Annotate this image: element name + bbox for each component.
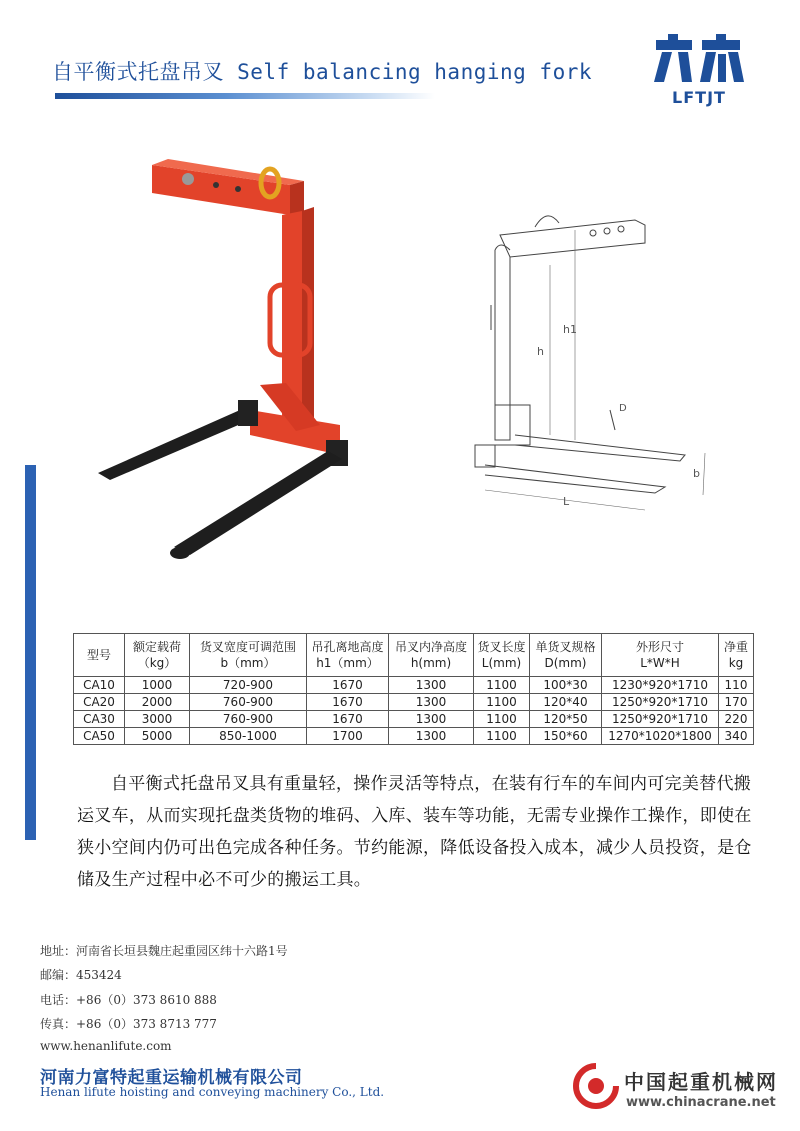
cell-h: 1300 [389,728,474,745]
cell-weight: 220 [719,711,754,728]
table-header-row [74,634,754,677]
col-header: 单货叉规格 D(mm) [530,634,602,677]
drawing-label-h: h [537,345,544,358]
table-row [74,677,754,694]
cell-h1: 1670 [307,711,389,728]
cell-fork-spec: 120*50 [530,711,602,728]
table-row [74,694,754,711]
contact-phone: 电话：+86（0）373 8610 888 [40,993,217,1007]
col-header: 型号 [74,634,125,677]
cell-width-range: 720-900 [190,677,307,694]
col-header: 货叉宽度可调范围 b（mm） [190,634,307,677]
cell-load: 1000 [125,677,190,694]
cell-h1: 1700 [307,728,389,745]
cell-dimensions: 1230*920*1710 [602,677,719,694]
company-name-en: Henan lifute hoisting and conveying machinery Co., Ltd. [40,1085,385,1099]
drawing-label-h1: h1 [563,323,577,336]
cell-weight: 340 [719,728,754,745]
watermark-url: www.chinacrane.net [626,1095,776,1110]
watermark-site-name: 中国起重机械网 [624,1070,778,1094]
cell-fork-spec: 120*40 [530,694,602,711]
title-underline [55,93,435,99]
contact-postcode: 邮编：453424 [40,968,122,982]
contact-website[interactable]: www.henanlifute.com [40,1039,172,1053]
cell-width-range: 760-900 [190,711,307,728]
cell-model: CA50 [74,728,125,745]
contact-address: 地址：河南省长垣县魏庄起重园区纬十六路1号 [40,944,288,958]
cell-fork-length: 1100 [474,694,530,711]
table-row [74,728,754,745]
cell-load: 5000 [125,728,190,745]
table-row [74,711,754,728]
cell-fork-length: 1100 [474,677,530,694]
col-header: 外形尺寸 L*W*H [602,634,719,677]
page-title: 自平衡式托盘吊叉 Self balancing hanging fork [52,60,593,84]
product-photo [90,155,390,580]
cell-fork-length: 1100 [474,728,530,745]
logo-text: LFTJT [672,88,726,107]
cell-dimensions: 1250*920*1710 [602,694,719,711]
cell-h: 1300 [389,694,474,711]
cell-fork-spec: 150*60 [530,728,602,745]
cell-weight: 110 [719,677,754,694]
cell-width-range: 760-900 [190,694,307,711]
contact-fax: 传真：+86（0）373 8713 777 [40,1017,217,1031]
cell-h1: 1670 [307,677,389,694]
technical-drawing [455,205,735,525]
col-header: 吊叉内净高度 h(mm) [389,634,474,677]
col-header: 货叉长度 L(mm) [474,634,530,677]
col-header: 净重 kg [719,634,754,677]
drawing-label-d: D [619,403,627,414]
cell-h: 1300 [389,677,474,694]
cell-h1: 1670 [307,694,389,711]
cell-fork-length: 1100 [474,711,530,728]
cell-model: CA30 [74,711,125,728]
cell-dimensions: 1270*1020*1800 [602,728,719,745]
cell-model: CA20 [74,694,125,711]
drawing-label-l: L [563,495,570,508]
drawing-label-b: b [693,467,700,480]
cell-width-range: 850-1000 [190,728,307,745]
cell-dimensions: 1250*920*1710 [602,711,719,728]
cell-fork-spec: 100*30 [530,677,602,694]
cell-weight: 170 [719,694,754,711]
spec-table [73,633,754,745]
company-name-cn: 河南力富特起重运输机械有限公司 [40,1068,303,1088]
cell-load: 2000 [125,694,190,711]
cell-h: 1300 [389,711,474,728]
chinacrane-logo-icon [573,1063,619,1109]
side-stripe [25,465,36,840]
cell-load: 3000 [125,711,190,728]
col-header: 额定载荷 （kg） [125,634,190,677]
col-header: 吊孔离地高度 h1（mm） [307,634,389,677]
product-description: 自平衡式托盘吊叉具有重量轻，操作灵活等特点，在装有行车的车间内可完美替代搬运叉车，从而实现托盘类货物的堆码、入库、装车等功能，无需专业操作工操作，即使在狭小空间内仍可出色完成各种任务。节约能源，降低设备投入成本，减少人员投资，是仓储及生产过程中必不可少的搬运工具。 [77,774,752,890]
cell-model: CA10 [74,677,125,694]
